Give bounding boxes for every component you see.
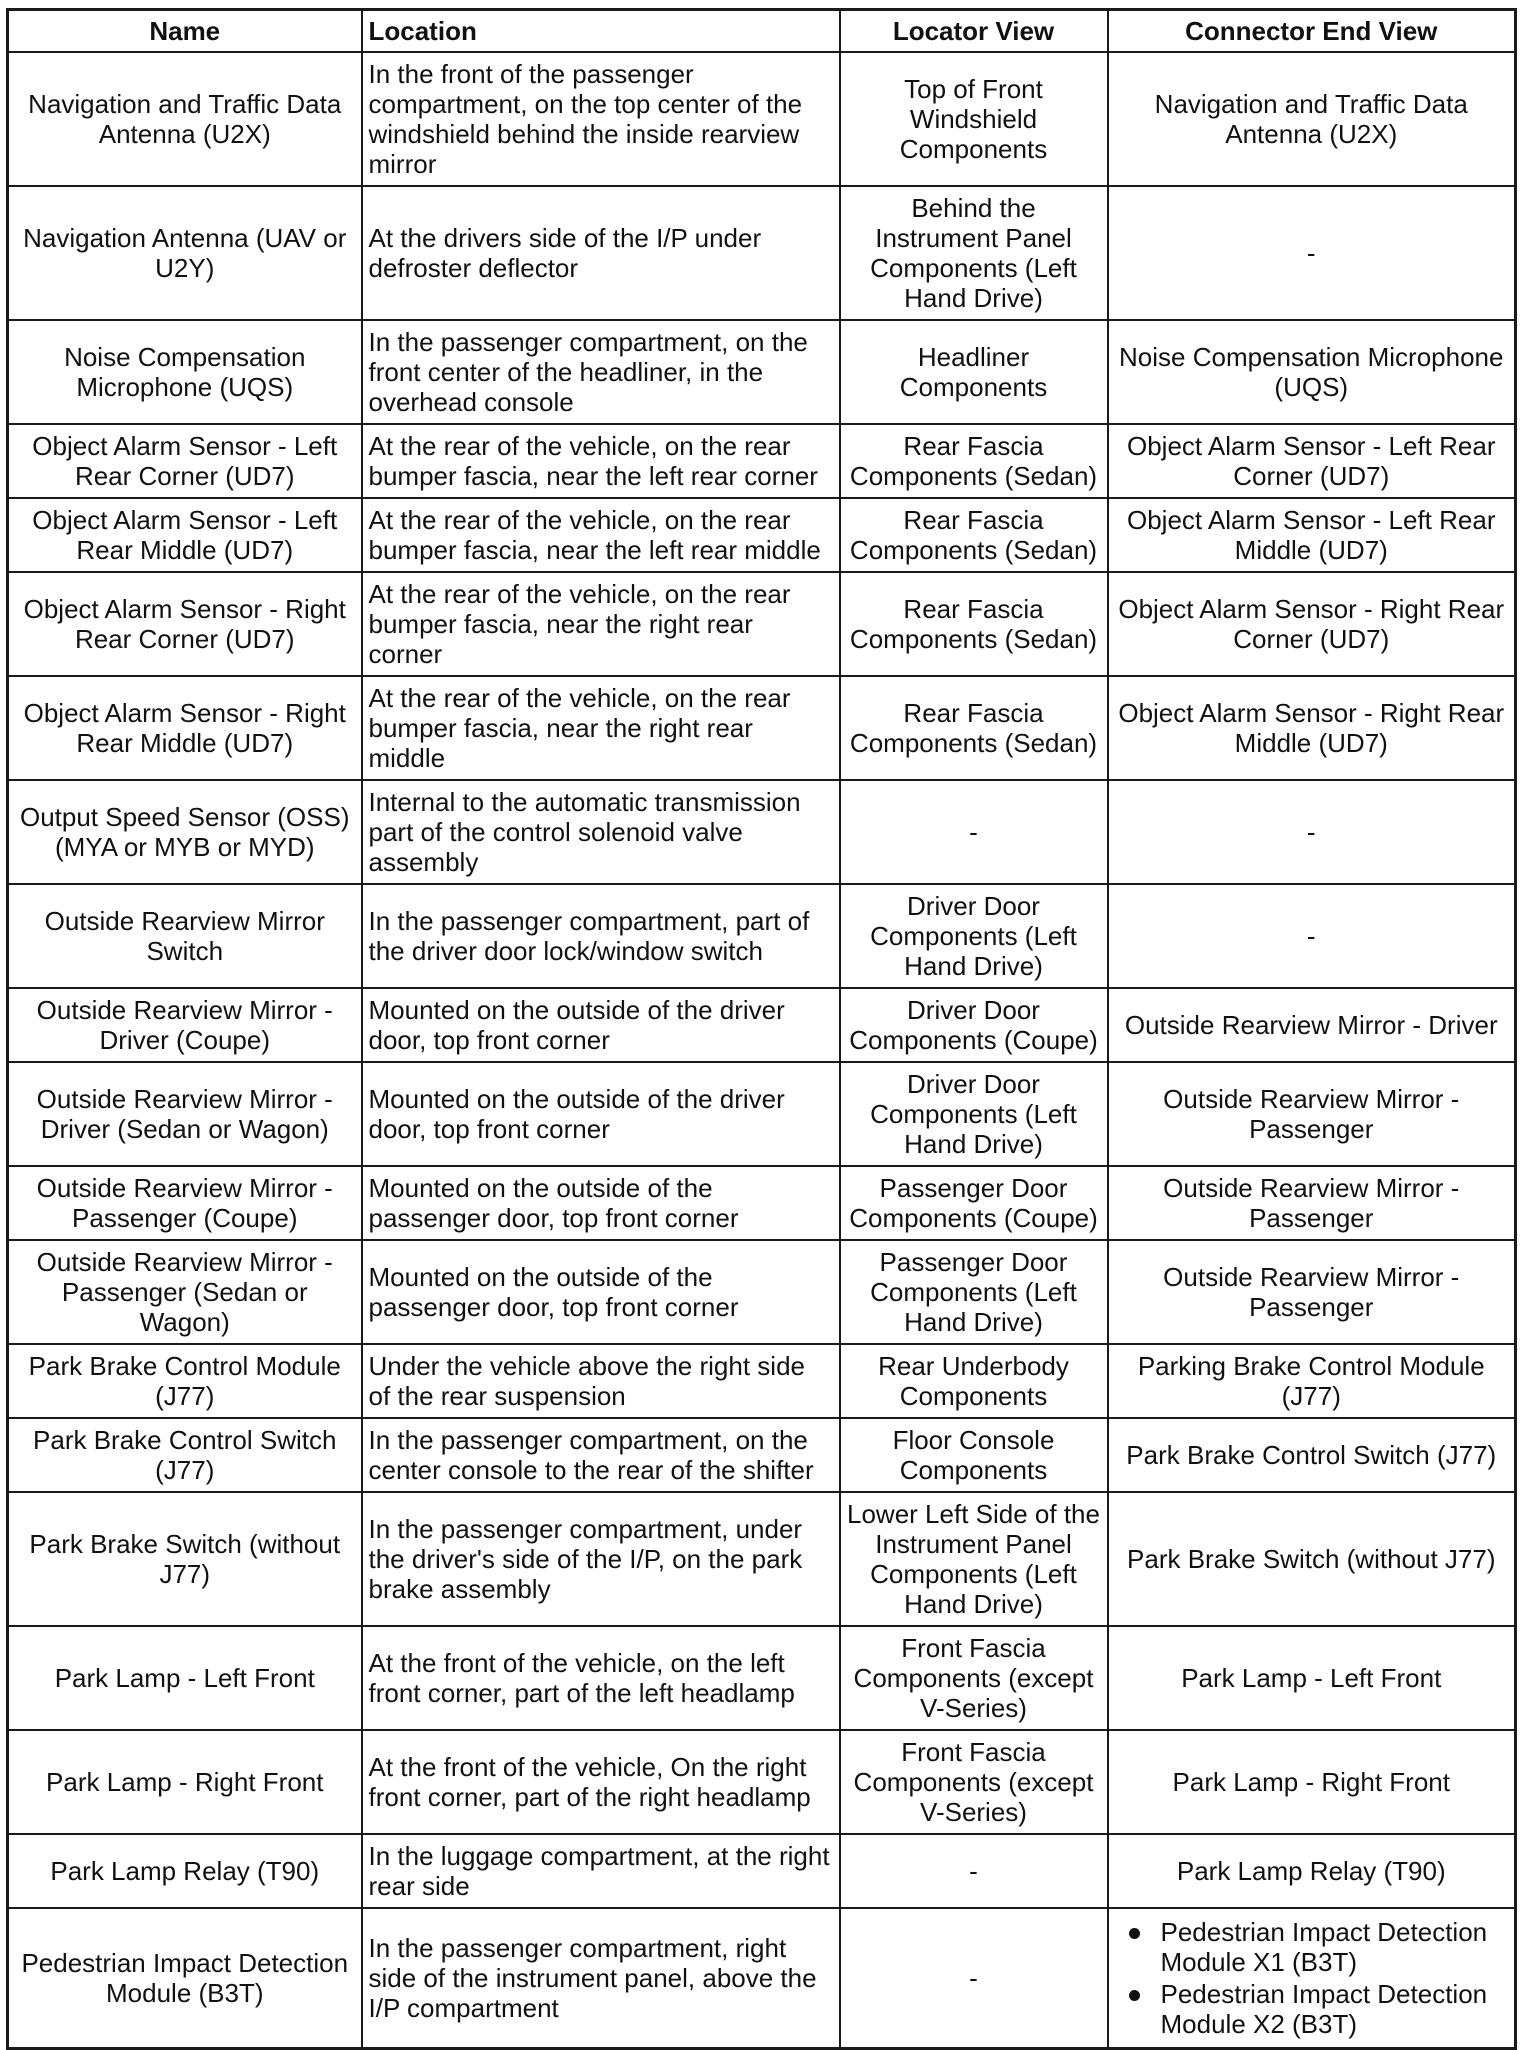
cell-name: Outside Rearview Mirror Switch [8,884,362,988]
cell-name: Park Lamp Relay (T90) [8,1834,362,1908]
cell-connector-end-view: Outside Rearview Mirror - Passenger [1108,1062,1516,1166]
cell-connector-end-view: Object Alarm Sensor - Right Rear Middle (UD7) [1108,676,1516,780]
cell-location: In the front of the passenger compartment, on the top center of the windshield behind the inside rearview mirror [362,52,840,186]
header-locator-view: Locator View [840,10,1108,53]
cell-locator-view: Behind the Instrument Panel Components (Left Hand Drive) [840,186,1108,320]
cell-location: Mounted on the outside of the passenger door, top front corner [362,1240,840,1344]
cell-location: Mounted on the outside of the driver door, top front corner [362,988,840,1062]
cell-location: In the passenger compartment, on the center console to the rear of the shifter [362,1418,840,1492]
bullet-dot-icon [1129,1928,1140,1939]
connector-bullet-list [1115,1917,1509,2039]
table-row [8,988,1516,1062]
cell-locator-view: Rear Fascia Components (Sedan) [840,572,1108,676]
cell-name: Noise Compensation Microphone (UQS) [8,320,362,424]
cell-locator-view: - [840,780,1108,884]
cell-name: Object Alarm Sensor - Left Rear Corner (UD7) [8,424,362,498]
cell-locator-view: Top of Front Windshield Components [840,52,1108,186]
cell-connector-end-view: Outside Rearview Mirror - Passenger [1108,1166,1516,1240]
cell-locator-view: Driver Door Components (Coupe) [840,988,1108,1062]
header-name: Name [8,10,362,53]
cell-locator-view: Rear Fascia Components (Sedan) [840,424,1108,498]
cell-connector-end-view: Outside Rearview Mirror - Passenger [1108,1240,1516,1344]
table-header-row [8,10,1516,53]
cell-name: Pedestrian Impact Detection Module (B3T) [8,1908,362,2049]
cell-locator-view: Floor Console Components [840,1418,1108,1492]
cell-connector-end-view: - [1108,884,1516,988]
cell-name: Outside Rearview Mirror - Passenger (Coupe) [8,1166,362,1240]
table-row [8,424,1516,498]
cell-name: Park Brake Control Module (J77) [8,1344,362,1418]
table-row [8,1062,1516,1166]
cell-locator-view: Driver Door Components (Left Hand Drive) [840,884,1108,988]
cell-connector-end-view: Park Brake Switch (without J77) [1108,1492,1516,1626]
cell-locator-view: Front Fascia Components (except V-Series) [840,1730,1108,1834]
cell-connector-end-view: Park Brake Control Switch (J77) [1108,1418,1516,1492]
cell-locator-view: Lower Left Side of the Instrument Panel Components (Left Hand Drive) [840,1492,1108,1626]
cell-connector-end-view: Navigation and Traffic Data Antenna (U2X) [1108,52,1516,186]
cell-location: Mounted on the outside of the passenger door, top front corner [362,1166,840,1240]
cell-location: At the rear of the vehicle, on the rear bumper fascia, near the left rear corner [362,424,840,498]
cell-locator-view: Rear Fascia Components (Sedan) [840,498,1108,572]
cell-connector-end-view: Park Lamp - Right Front [1108,1730,1516,1834]
table-row [8,52,1516,186]
table-row [8,676,1516,780]
cell-name: Park Lamp - Right Front [8,1730,362,1834]
table-row [8,1908,1516,2049]
table-row [8,1834,1516,1908]
cell-location: In the luggage compartment, at the right rear side [362,1834,840,1908]
bullet-text: Pedestrian Impact Detection Module X1 (B3T) [1160,1917,1488,1977]
table-row [8,186,1516,320]
component-locator-table [6,8,1517,2050]
cell-connector-end-view: Noise Compensation Microphone (UQS) [1108,320,1516,424]
cell-location: At the rear of the vehicle, on the rear bumper fascia, near the right rear middle [362,676,840,780]
cell-locator-view: Rear Underbody Components [840,1344,1108,1418]
table-row [8,572,1516,676]
cell-location: At the drivers side of the I/P under defroster deflector [362,186,840,320]
cell-name: Park Brake Control Switch (J77) [8,1418,362,1492]
cell-connector-end-view: Outside Rearview Mirror - Driver [1108,988,1516,1062]
cell-name: Outside Rearview Mirror - Passenger (Sedan or Wagon) [8,1240,362,1344]
cell-connector-end-view: Object Alarm Sensor - Right Rear Corner (UD7) [1108,572,1516,676]
cell-location: At the rear of the vehicle, on the rear bumper fascia, near the left rear middle [362,498,840,572]
cell-location: At the front of the vehicle, On the right front corner, part of the right headlamp [362,1730,840,1834]
table-row [8,1418,1516,1492]
cell-name: Output Speed Sensor (OSS) (MYA or MYB or MYD) [8,780,362,884]
cell-name: Navigation Antenna (UAV or U2Y) [8,186,362,320]
cell-name: Park Lamp - Left Front [8,1626,362,1730]
cell-locator-view: - [840,1834,1108,1908]
table-row [8,884,1516,988]
component-table-container [6,8,1514,2050]
cell-location: At the rear of the vehicle, on the rear bumper fascia, near the right rear corner [362,572,840,676]
cell-locator-view: Front Fascia Components (except V-Series) [840,1626,1108,1730]
cell-connector-end-view: - [1108,186,1516,320]
bullet-item [1115,1917,1509,1977]
cell-location: In the passenger compartment, under the driver's side of the I/P, on the park brake assembly [362,1492,840,1626]
table-row [8,1344,1516,1418]
cell-connector-end-view [1108,1908,1516,2049]
table-row [8,498,1516,572]
header-connector-end-view: Connector End View [1108,10,1516,53]
table-row [8,1240,1516,1344]
cell-name: Outside Rearview Mirror - Driver (Sedan or Wagon) [8,1062,362,1166]
cell-locator-view: Rear Fascia Components (Sedan) [840,676,1108,780]
cell-location: In the passenger compartment, part of the driver door lock/window switch [362,884,840,988]
cell-connector-end-view: Object Alarm Sensor - Left Rear Corner (UD7) [1108,424,1516,498]
cell-locator-view: Passenger Door Components (Left Hand Drive) [840,1240,1108,1344]
table-row [8,1492,1516,1626]
table-row [8,780,1516,884]
cell-connector-end-view: - [1108,780,1516,884]
header-location: Location [362,10,840,53]
cell-name: Object Alarm Sensor - Left Rear Middle (UD7) [8,498,362,572]
cell-locator-view: Driver Door Components (Left Hand Drive) [840,1062,1108,1166]
cell-connector-end-view: Parking Brake Control Module (J77) [1108,1344,1516,1418]
cell-connector-end-view: Park Lamp - Left Front [1108,1626,1516,1730]
cell-location: In the passenger compartment, right side of the instrument panel, above the I/P compartment [362,1908,840,2049]
cell-name: Object Alarm Sensor - Right Rear Corner (UD7) [8,572,362,676]
cell-location: At the front of the vehicle, on the left front corner, part of the left headlamp [362,1626,840,1730]
cell-locator-view: Headliner Components [840,320,1108,424]
table-row [8,1166,1516,1240]
cell-connector-end-view: Object Alarm Sensor - Left Rear Middle (UD7) [1108,498,1516,572]
table-row [8,1626,1516,1730]
cell-name: Park Brake Switch (without J77) [8,1492,362,1626]
table-row [8,1730,1516,1834]
cell-name: Object Alarm Sensor - Right Rear Middle (UD7) [8,676,362,780]
cell-location: Internal to the automatic transmission part of the control solenoid valve assembly [362,780,840,884]
bullet-text: Pedestrian Impact Detection Module X2 (B3T) [1160,1979,1488,2039]
cell-name: Outside Rearview Mirror - Driver (Coupe) [8,988,362,1062]
cell-name: Navigation and Traffic Data Antenna (U2X) [8,52,362,186]
cell-location: Under the vehicle above the right side of the rear suspension [362,1344,840,1418]
cell-location: In the passenger compartment, on the front center of the headliner, in the overhead console [362,320,840,424]
cell-locator-view: - [840,1908,1108,2049]
bullet-dot-icon [1129,1990,1140,2001]
bullet-item [1115,1979,1509,2039]
cell-locator-view: Passenger Door Components (Coupe) [840,1166,1108,1240]
table-row [8,320,1516,424]
cell-connector-end-view: Park Lamp Relay (T90) [1108,1834,1516,1908]
cell-location: Mounted on the outside of the driver door, top front corner [362,1062,840,1166]
